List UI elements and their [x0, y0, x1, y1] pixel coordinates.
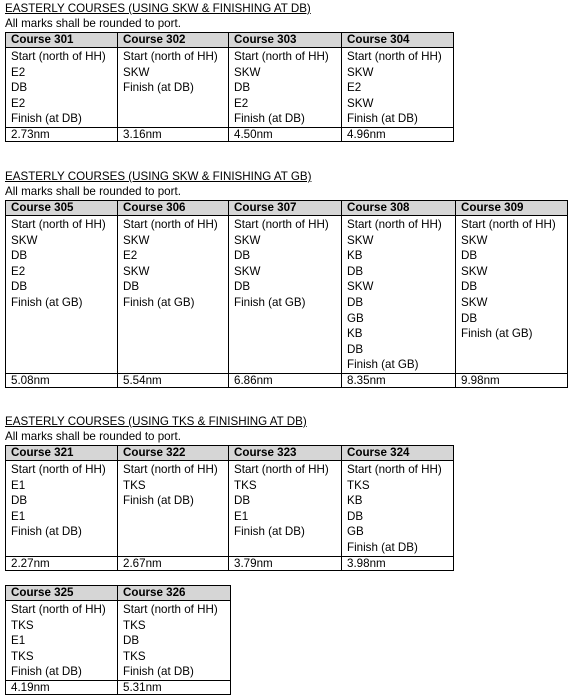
course-header: Course 322 — [118, 446, 229, 461]
mark-item: DB — [234, 494, 251, 508]
mark-item: Finish (at GB) — [11, 295, 83, 309]
mark-item: DB — [234, 280, 251, 294]
mark-item: Start (north of HH) — [11, 218, 106, 231]
mark-item: DB — [347, 264, 364, 278]
mark-item: TKS — [123, 478, 146, 492]
course-marks-cell — [342, 48, 454, 128]
mark-item: DB — [461, 249, 478, 263]
mark-item: E1 — [11, 634, 26, 648]
mark-item: SKW — [123, 65, 150, 79]
mark-item: E2 — [11, 65, 26, 79]
mark-item: DB — [11, 81, 28, 95]
mark-item: E1 — [11, 509, 26, 523]
mark-item: Finish (at DB) — [234, 525, 305, 539]
mark-item: DB — [347, 509, 364, 523]
course-header: Course 321 — [6, 446, 118, 461]
mark-item: DB — [123, 280, 140, 294]
mark-item: SKW — [461, 264, 488, 278]
mark-item: E2 — [123, 249, 138, 263]
mark-item: Start (north of HH) — [11, 463, 106, 476]
mark-item: SKW — [234, 233, 261, 247]
course-marks-cell — [342, 461, 454, 557]
course-header: Course 306 — [118, 201, 229, 216]
mark-item: Finish (at DB) — [11, 665, 82, 679]
mark-item: E2 — [11, 264, 26, 278]
mark-item: Start (north of HH) — [234, 463, 329, 476]
course-distance: 9.98nm — [456, 373, 568, 387]
course-header: Course 308 — [342, 201, 456, 216]
section-note: All marks shall be rounded to port. — [5, 185, 181, 198]
table-header-row — [6, 586, 231, 601]
mark-item: SKW — [234, 264, 261, 278]
course-header: Course 309 — [456, 201, 568, 216]
mark-item: KB — [347, 249, 363, 263]
mark-item: Finish (at DB) — [11, 525, 82, 539]
mark-item: Finish (at DB) — [11, 112, 82, 126]
mark-item: SKW — [347, 96, 374, 110]
course-table — [5, 200, 568, 388]
mark-item: E1 — [11, 478, 26, 492]
distance-row — [6, 680, 231, 694]
mark-item: DB — [11, 494, 28, 508]
course-marks-cell — [118, 216, 229, 374]
section-tks-finish-db-continued — [5, 584, 231, 695]
mark-item: GB — [347, 525, 364, 539]
mark-item: Start (north of HH) — [461, 218, 556, 231]
mark-item: Start (north of HH) — [347, 218, 442, 231]
distance-row — [6, 373, 568, 387]
section-note: All marks shall be rounded to port. — [5, 17, 181, 30]
mark-item: DB — [461, 280, 478, 294]
mark-item: KB — [347, 327, 363, 341]
mark-item: Finish (at DB) — [234, 112, 305, 126]
mark-item: Finish (at DB) — [347, 540, 418, 554]
course-header: Course 323 — [229, 446, 342, 461]
mark-item: Start (north of HH) — [123, 218, 218, 231]
course-distance: 4.50nm — [229, 127, 342, 141]
marks-row — [6, 601, 231, 681]
mark-item: Start (north of HH) — [347, 463, 442, 476]
course-marks-cell — [342, 216, 456, 374]
distance-row — [6, 556, 454, 570]
section-note: All marks shall be rounded to port. — [5, 430, 181, 443]
course-table — [5, 32, 454, 142]
course-marks-cell — [229, 216, 342, 374]
mark-item: Start (north of HH) — [123, 50, 218, 63]
mark-item: Finish (at GB) — [461, 327, 533, 341]
course-table — [5, 585, 231, 695]
table-header-row — [6, 33, 454, 48]
course-marks-cell — [118, 601, 231, 681]
course-distance: 2.67nm — [118, 556, 229, 570]
mark-item: KB — [347, 494, 363, 508]
mark-item: Finish (at GB) — [123, 295, 195, 309]
mark-item: Finish (at GB) — [347, 358, 419, 372]
mark-item: Finish (at DB) — [347, 112, 418, 126]
course-marks-cell — [118, 461, 229, 557]
course-distance: 5.31nm — [118, 680, 231, 694]
mark-item: E2 — [347, 81, 362, 95]
course-distance: 3.79nm — [229, 556, 342, 570]
mark-item: E2 — [11, 96, 26, 110]
course-distance: 4.96nm — [342, 127, 454, 141]
mark-item: TKS — [347, 478, 370, 492]
mark-item: SKW — [461, 233, 488, 247]
mark-item: TKS — [123, 618, 146, 632]
course-marks-cell — [229, 48, 342, 128]
course-distance: 3.98nm — [342, 556, 454, 570]
section-skw-finish-gb — [5, 169, 568, 388]
section-title: EASTERLY COURSES (USING SKW & FINISHING AT DB) — [5, 2, 311, 15]
course-distance: 6.86nm — [229, 373, 342, 387]
mark-item: SKW — [123, 264, 150, 278]
course-header: Course 304 — [342, 33, 454, 48]
mark-item: Start (north of HH) — [11, 603, 106, 616]
course-marks-cell — [229, 461, 342, 557]
course-header: Course 302 — [118, 33, 229, 48]
section-title: EASTERLY COURSES (USING TKS & FINISHING AT DB) — [5, 415, 307, 428]
mark-item: DB — [461, 311, 478, 325]
mark-item: SKW — [461, 295, 488, 309]
table-header-row — [6, 446, 454, 461]
mark-item: Start (north of HH) — [11, 50, 106, 63]
mark-item: TKS — [11, 618, 34, 632]
course-distance: 8.35nm — [342, 373, 456, 387]
mark-item: TKS — [11, 649, 34, 663]
mark-item: DB — [11, 249, 28, 263]
section-tks-finish-db — [5, 414, 454, 571]
mark-item: Start (north of HH) — [234, 50, 329, 63]
mark-item: Start (north of HH) — [234, 218, 329, 231]
course-marks-cell — [6, 48, 118, 128]
mark-item: DB — [347, 295, 364, 309]
mark-item: DB — [234, 249, 251, 263]
course-marks-cell — [6, 601, 118, 681]
section-title: EASTERLY COURSES (USING SKW & FINISHING AT GB) — [5, 170, 312, 183]
marks-row — [6, 461, 454, 557]
marks-row — [6, 48, 454, 128]
mark-item: Finish (at GB) — [234, 295, 306, 309]
course-distance: 5.54nm — [118, 373, 229, 387]
course-distance: 4.19nm — [6, 680, 118, 694]
section-skw-finish-db — [5, 1, 454, 142]
table-header-row — [6, 201, 568, 216]
distance-row — [6, 127, 454, 141]
course-header: Course 301 — [6, 33, 118, 48]
course-distance: 3.16nm — [118, 127, 229, 141]
mark-item: SKW — [11, 233, 38, 247]
mark-item: E1 — [234, 509, 249, 523]
mark-item: DB — [347, 342, 364, 356]
mark-item: SKW — [234, 65, 261, 79]
course-table — [5, 445, 454, 571]
mark-item: GB — [347, 311, 364, 325]
mark-item: TKS — [234, 478, 257, 492]
course-header: Course 326 — [118, 586, 231, 601]
course-distance: 5.08nm — [6, 373, 118, 387]
mark-item: Finish (at DB) — [123, 665, 194, 679]
mark-item: SKW — [123, 233, 150, 247]
mark-item: Start (north of HH) — [123, 603, 218, 616]
course-header: Course 325 — [6, 586, 118, 601]
course-distance: 2.73nm — [6, 127, 118, 141]
mark-item: SKW — [347, 233, 374, 247]
course-distance: 2.27nm — [6, 556, 118, 570]
mark-item: Start (north of HH) — [347, 50, 442, 63]
mark-item: DB — [11, 280, 28, 294]
mark-item: SKW — [347, 65, 374, 79]
mark-item: E2 — [234, 96, 249, 110]
mark-item: TKS — [123, 649, 146, 663]
mark-item: Finish (at DB) — [123, 494, 194, 508]
course-marks-cell — [6, 216, 118, 374]
course-marks-cell — [456, 216, 568, 374]
course-header: Course 303 — [229, 33, 342, 48]
course-marks-cell — [6, 461, 118, 557]
course-header: Course 324 — [342, 446, 454, 461]
mark-item: Finish (at DB) — [123, 81, 194, 95]
course-header: Course 305 — [6, 201, 118, 216]
marks-row — [6, 216, 568, 374]
course-marks-cell — [118, 48, 229, 128]
course-header: Course 307 — [229, 201, 342, 216]
mark-item: DB — [234, 81, 251, 95]
mark-item: Start (north of HH) — [123, 463, 218, 476]
mark-item: SKW — [347, 280, 374, 294]
mark-item: DB — [123, 634, 140, 648]
